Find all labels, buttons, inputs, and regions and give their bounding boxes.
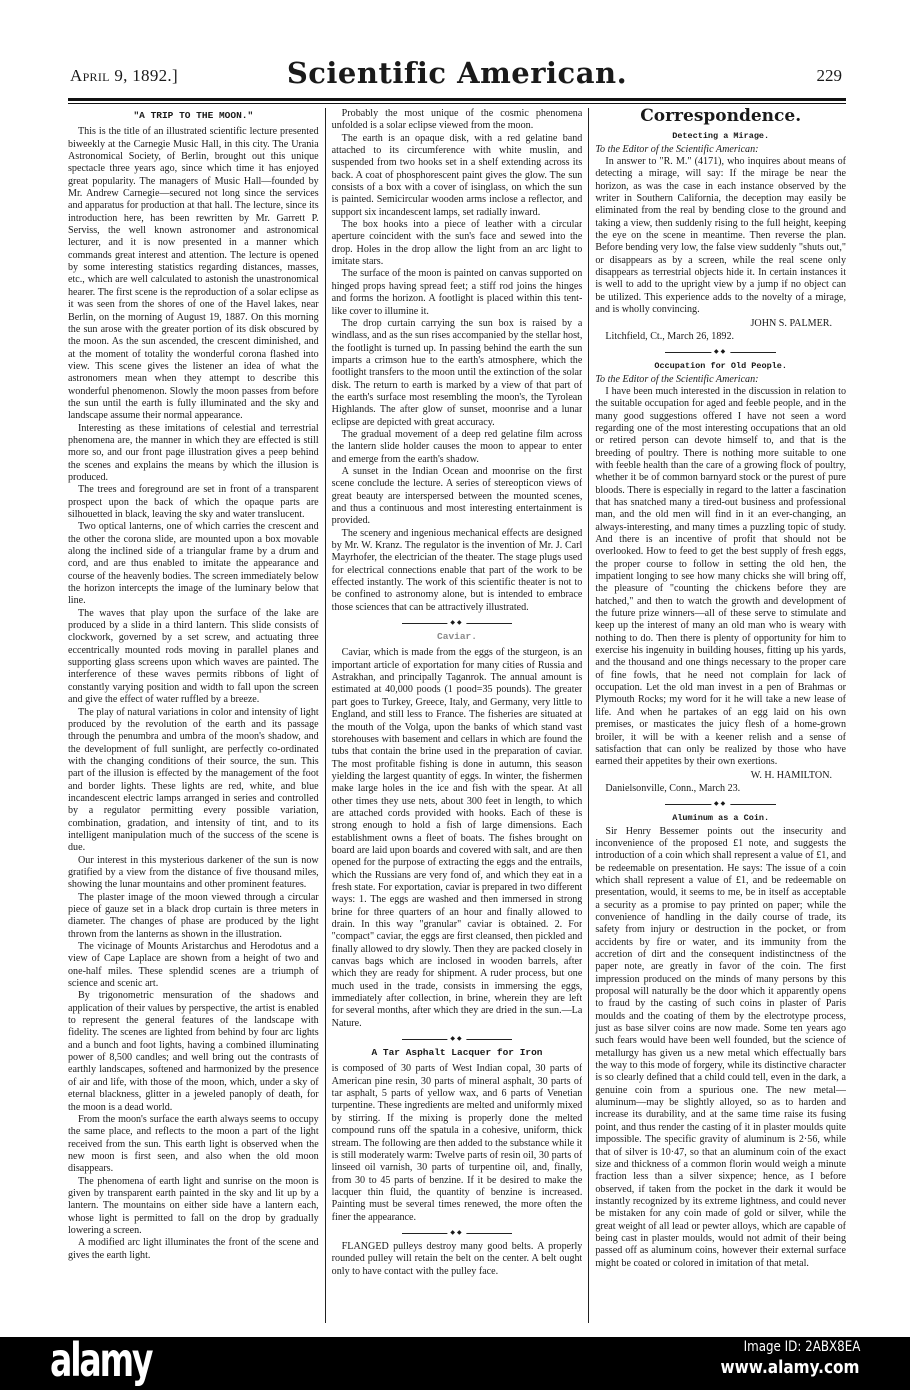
paragraph: The plaster image of the moon viewed through a circular piece of gauze set in a black drop curtain is three meters in diameter. The changes of phase are produced by the light thrown from the lanterns as shown in the illustration. xyxy=(68,891,319,940)
paragraph: The box hooks into a piece of leather with a circular aperture coincident with the sun's face and sewed into the drop. Holes in the drop allow the light from an arc light to imitate stars. xyxy=(331,219,583,268)
article-columns xyxy=(68,108,846,1323)
separator-rule xyxy=(332,620,583,626)
paragraph: Sir Henry Bessemer points out the insecurity and inconvenience of the proposed £1 note, and suggests the introduction of a coin which shall represent a value of £1, and be redeemable on presentation. He says: The issue of a coin which shall represent a value of £1, and be redeemable on presentation, would, it seems to me, be in itself as acceptable a security as a promise to pay printed on paper; while the convenience of handling in the daily course of trade, its safety from injury or destruction in the pocket, or from accidents by fire or water, and its immunity from the accretion of dirt and the consequent indistinctness of the paper note, are greatly in favor of the coin. The first impression produced on the minds of many persons by this proposal will naturally be the door which it apparently opens to fraud by the casting of such coins in plaster of Paris moulds and the coating of them by the electrotype process, just as base silver coins are now made. Some ten years ago such fears would have been well founded, but the science of metallurgy has given us a new metal which effectually bars the way to this mode of forgery, while its distinctive character is so clearly defined that a child could tell, even in the dark, a genuine coin from a spurious one. The new metal—aluminum—may be slightly alloyed, so as to harden and increase its durability, and at the same time raise its fusing point, and thus render the casting of it in plaster moulds quite impossible. The specific gravity of aluminum is 2·56, while that of silver is 10·47, so that an aluminum coin of the exact size and thickness of a common florin would weigh a minute fraction less than a silver sixpence; hence, as I before observed, if taken from the pocket in the dark it would be instantly recognized by its extreme lightness, and could never be mistaken for any coin made of gold or silver, while the great weight of all lead or pewter alloys, which are capable of being cast in plaster moulds, would not admit of their being passed off as aluminum coins, however their external surface might be coated or colored in imitation of that metal. xyxy=(595,825,847,1269)
letter-heading: Occupation for Old People. xyxy=(654,361,787,372)
masthead-rule xyxy=(68,98,846,104)
watermark-bar xyxy=(0,1333,910,1390)
column-1 xyxy=(68,108,319,1323)
paragraph: Our interest in this mysterious darkener of the sun is now gratified by a view from the distance of five thousand miles, showing the lunar mountains and other prominent features. xyxy=(68,854,319,891)
masthead xyxy=(68,52,846,96)
separator-rule xyxy=(332,1230,583,1236)
salutation: To the Editor of the Scientific American: xyxy=(595,143,759,155)
separator-rule xyxy=(332,1036,583,1042)
article-heading: Caviar. xyxy=(437,631,477,643)
paragraph: Caviar, which is made from the eggs of the sturgeon, is an important article of exportation for many cities of Russia and Astrakhan, and principally Taganrok. The annual amount is estimated at 40,000 poods (1 pood=35 pounds). The greater part goes to Turkey, Greece, Italy, and Germany, very little to England, and still less to France. The fisheries are situated at the mouth of the Volga, upon the banks of which stand vast storehouses with basement and cellars in which are found the tubs that contain the brine used in the preparation of caviar. The most profitable fishing is done in autumn, this season yielding the largest quantity of eggs. In winter, the fishermen make large holes in the ice and fish with the spear. At all other times they use nets, about 300 feet in length, to which are attached cords provided with hooks. Each of these is strong enough to hold a fish of large dimensions. Each establishment owns a fleet of boats. The fishes brought on board are laid upon boards and covered with salt, and are then opened for the purpose of extracting the eggs and the entrails, which the Russians are very fond of, and which they eat in a fresh state. For exportation, caviar is prepared in two different ways: 1. The eggs are washed and then immersed in strong brine for three quarters of an hour and finally allowed to drain. In this way "granular" caviar is obtained. 2. For "compact" caviar, the eggs are first cleansed, then pickled and finally allowed to dry slowly. Then they are packed closely in canvas bags which are inclosed in wooden barrels, after which they are ready for shipment. A ruder process, but one much used in the trade, consists in immersing the eggs, immediately after collection, in brine, wherein they are left for several months, after which they are dried in the sun.—La Nature. xyxy=(331,647,583,1029)
signature: JOHN S. PALMER. xyxy=(750,317,833,329)
paragraph: A sunset in the Indian Ocean and moonrise on the first scene conclude the lecture. A series of stereopticon views of great beauty are interspersed between the mounted scenes, and thus a continuous and most interesting entertainment is provided. xyxy=(331,465,583,527)
letter-heading: Aluminum as a Coin. xyxy=(672,813,770,824)
paragraph: The surface of the moon is painted on canvas supported on hinged props having spread feet; a stiff rod joins the hinges and forms the horizon. A footlight is placed within this tent-like cover to illumine it. xyxy=(331,268,583,317)
issue-date: April 9, 1892.] xyxy=(70,66,178,85)
article-heading: A Tar Asphalt Lacquer for Iron xyxy=(371,1047,543,1059)
dateline: Litchfield, Ct., March 26, 1892. xyxy=(605,330,735,342)
paragraph: The vicinage of Mounts Aristarchus and Herodotus and a view of Cape Laplace are shown from a height of two and one-half miles. These splendid scenes are a triumph of science and scenic art. xyxy=(68,941,319,990)
paragraph: The waves that play upon the surface of the lake are produced by a slide in a third lantern. This slide consists of clockwork, governed by a set screw, and actuating three eccentrically mounted rods moving in parallel planes and supporting glass screens upon which waves are painted. The interference of these waves permits ribbons of light of constantly varying position and width to fall upon the screen and give the effect of water ruffled by a breeze. xyxy=(68,607,319,706)
alamy-logo: alamy xyxy=(50,1333,152,1387)
page-number: 229 xyxy=(816,66,842,85)
paragraph: is composed of 30 parts of West Indian copal, 30 parts of American pine resin, 30 parts of mineral asphalt, 30 parts of tar asphalt, 5 parts of yellow wax, and 6 parts of Venetian turpentine. These ingredients are melted and uniformly mixed by stirring. If the mixing is properly done the melted compound runs off the spatula in a cohesive, uniform, thick stream. The following are then added to the substance while it is still moderately warm: Twelve parts of resin oil, 30 parts of linseed oil varnish, 30 parts of turpentine oil, and, finally, from 30 to 45 parts of benzine. If it be desired to make the lacquer thin fluid, the quantity of benzine is increased. Painting must be several times renewed, the more often the finer the appearance. xyxy=(331,1063,583,1223)
paragraph: Interesting as these imitations of celestial and terrestrial phenomena are, the manner in which they are effected is still more so, and our front page illustration gives a peep behind the scenes and explains the means by which the illusion is produced. xyxy=(68,422,319,483)
separator-rule xyxy=(595,801,846,807)
signature: W. H. HAMILTON. xyxy=(750,769,833,781)
watermark-url: www.alamy.com xyxy=(721,1357,860,1378)
letter-heading: Detecting a Mirage. xyxy=(672,131,770,142)
paragraph: The trees and foreground are set in front of a transparent prospect upon the back of which the opaque parts are silhouetted in black, leaving the sky and water translucent. xyxy=(68,484,319,520)
paragraph: From the moon's surface the earth always seems to occupy the same place, and reflects to the moon a part of the light received from the sun. This earth light is observed when the new moon is first seen, and also when the old moon disappears. xyxy=(68,1113,319,1175)
paragraph: The play of natural variations in color and intensity of light produced by the revolution of the earth and its passage through the penumbra and umbra of the moon's shadow, and the development of full sunlight, are perfectly co-ordinated with the changing conditions of their source, the sun. This part of the illusion is effected by the management of the foot and border lights. These lights are red, white, and blue incandescent electric lamps arranged in series and controlled by a regulator permitting every possible variation, combination, gradation, and intensity of tint, and to its intelligent manipulation much of the success of the scene is due. xyxy=(68,706,319,854)
paragraph: Two optical lanterns, one of which carries the crescent and the other the corona slide, are mounted upon a box movable along the inclined side of a triangular frame by a drum and cord, and are thus enabled to imitate the appearance and course of the heavenly bodies. The screen immediately below the horizon intercepts the image of the luminary below that line. xyxy=(68,521,319,607)
section-heading: Correspondence. xyxy=(640,108,802,126)
paragraph: The phenomena of earth light and sunrise on the moon is given by transparent earth painted in the sky and lit up by a lantern. The mountains on either side have a lantern each, whose light is permitted to fall on the drop by gradually lowering a screen. xyxy=(68,1175,319,1236)
paragraph: I have been much interested in the discussion in relation to the suitable occupation for aged and feeble people, and in the many good suggestions offered I have not seen a word regarding one of the most interesting occupations that an old or retired person can devote himself to, and that is the breeding of poultry. There is nothing more suitable to one with feeble health than the care of a growing flock of poultry, whether it be of common barnyard stock or the purest of pure bloods. There is especially in regard to the latter a fascination that has snatched many a tired-out business and professional man, and the old men will find in it an ever-changing, an always-interesting, and many times a puzzling topic of study. And there is an incentive of profit that should not be overlooked. How to feed to get the best supply of fresh eggs, the proper course to follow in setting the old hen, the impatient longing to see how many chicks she will bring off, the pleasure of "counting the chickens before they are hatched," and then to watch the growth and development of the future prize winners—all of these serve to stimulate and keep up the interest of many an old man who is weary with nothing to do. Then there is plenty of opportunity for him to exercise his ingenuity in building houses, fitting up his yards, and the thousand and one things necessary to the proper care of fine fowls, that he need not complain for lack of occupation. Let the old man invest in a pen of Brahmas or Plymouth Rocks; my word for it he will take a new lease of life. And when he partakes of an egg laid on his own premises, or masticates the juicy flesh of a home-grown broiler, it will be with a keener relish and a sense of satisfaction that can only be realized by those who have earned their appetites by their own exertions. xyxy=(595,385,847,768)
paragraph: This is the title of an illustrated scientific lecture presented biweekly at the Carnegie Music Hall, in this city. The Urania Astronomical Society, of Berlin, brought out this unique spectacle three years ago, since which time it has enjoyed great popularity. The managers of Music Hall—founded by Mr. Andrew Carnegie—secured not long since the services and apparatus for production at that hall. The lecture, since its introduction here, has been rewritten by Mr. Garrett P. Serviss, the well known astronomer and astronomical lecturer, and it is now presented in a manner which commands great interest and attention. The lecture is opened by some interesting statistics regarding distances, masses, etc., which are well calculated to astonish the unastronomical hearer. The first scene is the reproduction of a solar eclipse as it was seen from the shores of one of the Havel lakes, near Berlin, on the morning of August 19, 1887. On this morning the sun arose with the greater portion of its disk obscured by the moon. As the sun ascended, the crescent diminished, and at the moment of totality the wonderful corona flashed into view. This scene gives the listener an idea of what the astronomers mean when they attempt to describe this wonderful phenomenon. Slowly the moon passes from before the sun until the earth is fully illuminated and the sky and landscape assume their normal appearance. xyxy=(68,126,319,422)
publication-title: Scientific American. xyxy=(286,56,628,90)
column-2 xyxy=(325,108,583,1323)
salutation: To the Editor of the Scientific American: xyxy=(595,373,759,385)
dateline: Danielsonville, Conn., March 23. xyxy=(605,782,741,794)
column-3 xyxy=(588,108,846,1323)
image-id: Image ID: 2ABX8EA xyxy=(743,1339,860,1355)
article-heading: "A TRIP TO THE MOON." xyxy=(133,110,254,121)
paragraph: By trigonometric mensuration of the shadows and application of their values by perspective, the artist is enabled to represent the general features of the landscape with fidelity. The scenes are lighted from behind by four arc lights and a bunch and foot lights, having a combined illuminating power of 8,500 candles; and well bring out the contrasts of earthly landscapes, softened and harmonized by the presence of air and life, with those of the moon, which, under a sky of eternal blackness, glitter in a jeweled panoply of death, for the moon is a dead world. xyxy=(68,990,319,1113)
separator-rule xyxy=(595,349,846,355)
paragraph: In answer to "R. M." (4171), who inquires about means of detecting a mirage, will say: If the mirage be near the horizon, as was the case in each instance observed by the writer in Southern California, the deception may easily be eliminated from the real by bending close to the ground and taking a view, then suddenly rising to the full height, keeping the eye on the scene in meantime. Then reverse the plan. Before bending very low, the false view suddenly "shuts out," or disappears as by a screen, while the real scene only disappears as terrestrial objects hide it. In certain instances it is well to add to the upright view by a jump if no object can be utilized. This experience adds to the novelty of a mirage, and is wholly convincing. xyxy=(595,156,847,316)
paragraph: The scenery and ingenious mechanical effects are designed by Mr. W. Kranz. The regulator is the invention of Mr. J. Carl Mayrhofer, the electrician of the theater. The stage plugs used for electrical connections enable that part of the work to be effected instantly. The work of this scientific theater is not to be confined to astronomy alone, but is intended to embrace those sciences that can be attractively illustrated. xyxy=(331,527,583,613)
paragraph: A modified arc light illuminates the front of the scene and gives the earth light. xyxy=(68,1237,319,1261)
paragraph: The drop curtain carrying the sun box is raised by a windlass, and as the sun rises accompanied by the stellar host, the footlight is turned up. In passing behind the earth the sun imparts a crimson hue to the earth's atmosphere, which the footlight transfers to the moon until the extinction of the solar disk. The return to earth is marked by a view of that part of the earth's surface most resembling the moon's, the Tyrolean Highlands. The after glow of sunset, moonrise and a lunar eclipse are depicted with great accuracy. xyxy=(331,317,583,428)
paragraph: FLANGED pulleys destroy many good belts. A properly rounded pulley will retain the belt on the center. A belt ought only to have contact with the pulley face. xyxy=(331,1240,583,1277)
paragraph: The earth is an opaque disk, with a red gelatine band attached to its circumference with white muslin, and suspended from two hooks set in a shelf extending across its back. A coat of phosphorescent paint gives the glow. The sun consists of a box with a cover of isinglass, on which the sun is painted. Semicircular wooden arms inclose a reflector, and support six incandescent lamps, set radially inward. xyxy=(331,132,583,218)
paragraph: The gradual movement of a deep red gelatine film across the lantern slide holder causes the moon to appear to enter and emerge from the earth's shadow. xyxy=(331,428,583,465)
paragraph: Probably the most unique of the cosmic phenomena unfolded is a solar eclipse viewed from the moon. xyxy=(331,108,583,132)
